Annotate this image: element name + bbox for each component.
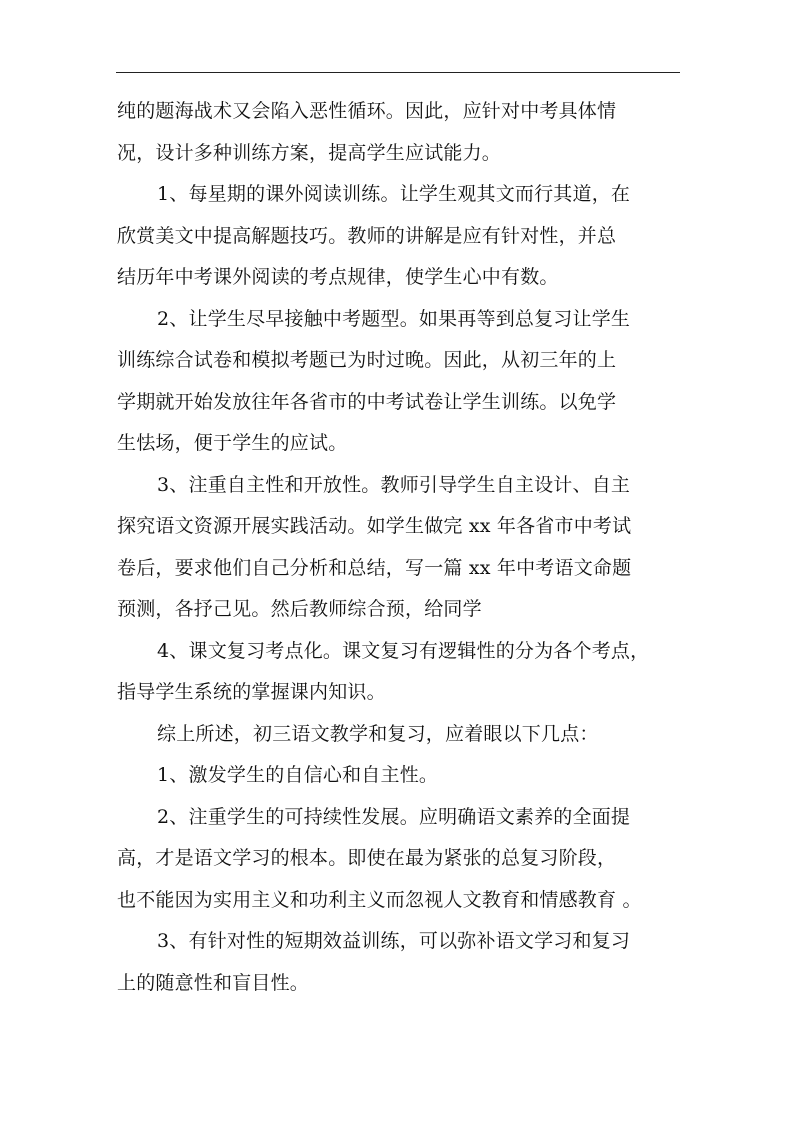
text-line: 3、注重自主性和开放性。教师引导学生自主设计、自主 (157, 473, 631, 496)
text-line: 纯的题海战术又会陷入恶性循环。因此，应针对中考具体情 (117, 100, 617, 122)
text-line: 训练综合试卷和模拟考题已为时过晚。因此，从初三年的上 (117, 349, 617, 371)
text-line: 1、激发学生的自信心和自主性。 (157, 764, 439, 786)
text-line: 欣赏美文中提高解题技巧。教师的讲解是应有针对性，并总 (117, 224, 617, 247)
text-line: 1、每星期的课外阅读训练。让学生观其文而行其道，在 (157, 183, 631, 205)
header-rule (116, 72, 680, 73)
text-line: 结历年中考课外阅读的考点规律，使学生心中有数。 (117, 266, 559, 288)
text-line: 生怯场，便于学生的应试。 (117, 432, 348, 454)
text-line: 预测，各抒己见。然后教师综合预，给同学 (117, 598, 482, 620)
text-line: 指导学生系统的掌握课内知识。 (117, 681, 386, 703)
text-line: 2、注重学生的可持续性发展。应明确语文素养的全面提 (157, 805, 631, 828)
text-line: 探究语文资源开展实践活动。如学生做完 xx 年各省市中考试 (117, 515, 632, 537)
text-line: 卷后，要求他们自己分析和总结，写一篇 xx 年中考语文命题 (117, 556, 632, 579)
text-line: 学期就开始发放往年各省市的中考试卷让学生训练。以免学 (117, 390, 617, 413)
text-line: 4、课文复习考点化。课文复习有逻辑性的分为各个考点， (157, 639, 650, 662)
text-line: 综上所述，初三语文教学和复习，应着眼以下几点： (157, 722, 599, 745)
text-line: 也不能因为实用主义和功利主义而忽视人文教育和情感教育 。 (117, 888, 642, 911)
text-line: 高，才是语文学习的根本。即使在最为紧张的总复习阶段， (117, 847, 617, 869)
text-line: 上的随意性和盲目性。 (117, 971, 310, 994)
text-line: 3、有针对性的短期效益训练，可以弥补语文学习和复习 (157, 930, 631, 952)
document-body (117, 91, 689, 1004)
text-line: 况，设计多种训练方案，提高学生应试能力。 (117, 141, 502, 164)
text-line: 2、让学生尽早接触中考题型。如果再等到总复习让学生 (157, 307, 631, 330)
